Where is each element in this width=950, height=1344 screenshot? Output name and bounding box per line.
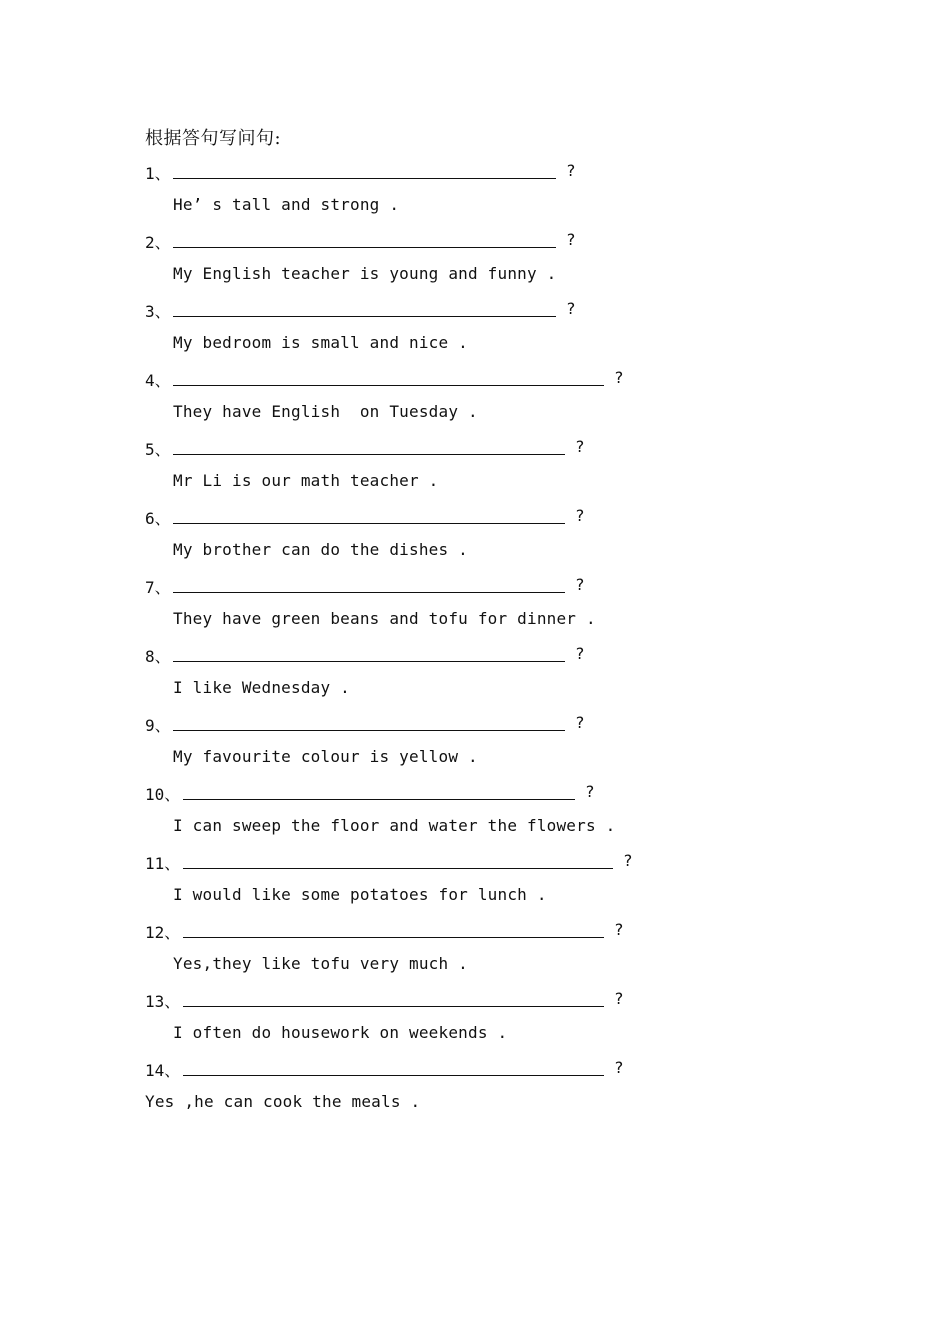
given-answer-sentence: My English teacher is young and funny . <box>173 264 557 283</box>
question-number: 14、 <box>145 1061 181 1080</box>
question-row <box>145 230 586 256</box>
question-row <box>145 713 595 739</box>
question-mark: ? <box>575 713 585 732</box>
question-row <box>145 299 586 325</box>
answer-blank-line[interactable] <box>183 799 575 800</box>
question-row <box>145 1058 634 1084</box>
question-number: 5、 <box>145 440 171 459</box>
given-answer-sentence: My bedroom is small and nice . <box>173 333 468 352</box>
question-mark: ? <box>623 851 633 870</box>
question-row <box>145 575 595 601</box>
given-answer-sentence: I often do housework on weekends . <box>173 1023 508 1042</box>
question-number: 1、 <box>145 164 171 183</box>
question-number: 11、 <box>145 854 181 873</box>
question-row <box>145 782 605 808</box>
question-number: 10、 <box>145 785 181 804</box>
given-answer-sentence: He’ s tall and strong . <box>173 195 400 214</box>
question-number: 2、 <box>145 233 171 252</box>
given-answer-sentence: I can sweep the floor and water the flowers . <box>173 816 616 835</box>
given-answer-sentence: Mr Li is our math teacher . <box>173 471 439 490</box>
answer-blank-line[interactable] <box>173 247 556 248</box>
answer-blank-line[interactable] <box>173 523 565 524</box>
question-mark: ? <box>614 920 624 939</box>
question-mark: ? <box>566 299 576 318</box>
given-answer-sentence: My favourite colour is yellow . <box>173 747 478 766</box>
question-row <box>145 851 643 877</box>
given-answer-sentence: They have green beans and tofu for dinner . <box>173 609 596 628</box>
question-row <box>145 161 586 187</box>
question-mark: ? <box>575 575 585 594</box>
answer-blank-line[interactable] <box>173 592 565 593</box>
answer-blank-line[interactable] <box>183 1075 604 1076</box>
question-mark: ? <box>566 161 576 180</box>
question-row <box>145 644 595 670</box>
answer-blank-line[interactable] <box>173 385 604 386</box>
given-answer-sentence: Yes ,he can cook the meals . <box>145 1092 421 1111</box>
question-number: 8、 <box>145 647 171 666</box>
question-row <box>145 989 634 1015</box>
given-answer-sentence: My brother can do the dishes . <box>173 540 468 559</box>
given-answer-sentence: Yes,they like tofu very much . <box>173 954 468 973</box>
question-number: 4、 <box>145 371 171 390</box>
question-number: 12、 <box>145 923 181 942</box>
question-mark: ? <box>575 506 585 525</box>
question-mark: ? <box>566 230 576 249</box>
answer-blank-line[interactable] <box>173 661 565 662</box>
question-row <box>145 368 634 394</box>
question-mark: ? <box>575 437 585 456</box>
given-answer-sentence: I would like some potatoes for lunch . <box>173 885 547 904</box>
question-mark: ? <box>614 1058 624 1077</box>
question-mark: ? <box>614 368 624 387</box>
answer-blank-line[interactable] <box>173 730 565 731</box>
given-answer-sentence: They have English on Tuesday . <box>173 402 478 421</box>
given-answer-sentence: I like Wednesday . <box>173 678 350 697</box>
question-number: 9、 <box>145 716 171 735</box>
answer-blank-line[interactable] <box>183 1006 604 1007</box>
answer-blank-line[interactable] <box>173 178 556 179</box>
answer-blank-line[interactable] <box>183 868 613 869</box>
answer-blank-line[interactable] <box>183 937 604 938</box>
question-row <box>145 920 634 946</box>
question-number: 6、 <box>145 509 171 528</box>
question-row <box>145 437 595 463</box>
question-number: 7、 <box>145 578 171 597</box>
worksheet-title: 根据答句写问句: <box>145 128 282 149</box>
question-mark: ? <box>575 644 585 663</box>
answer-blank-line[interactable] <box>173 316 556 317</box>
question-number: 3、 <box>145 302 171 321</box>
question-row <box>145 506 595 532</box>
question-number: 13、 <box>145 992 181 1011</box>
question-mark: ? <box>614 989 624 1008</box>
answer-blank-line[interactable] <box>173 454 565 455</box>
question-mark: ? <box>585 782 595 801</box>
